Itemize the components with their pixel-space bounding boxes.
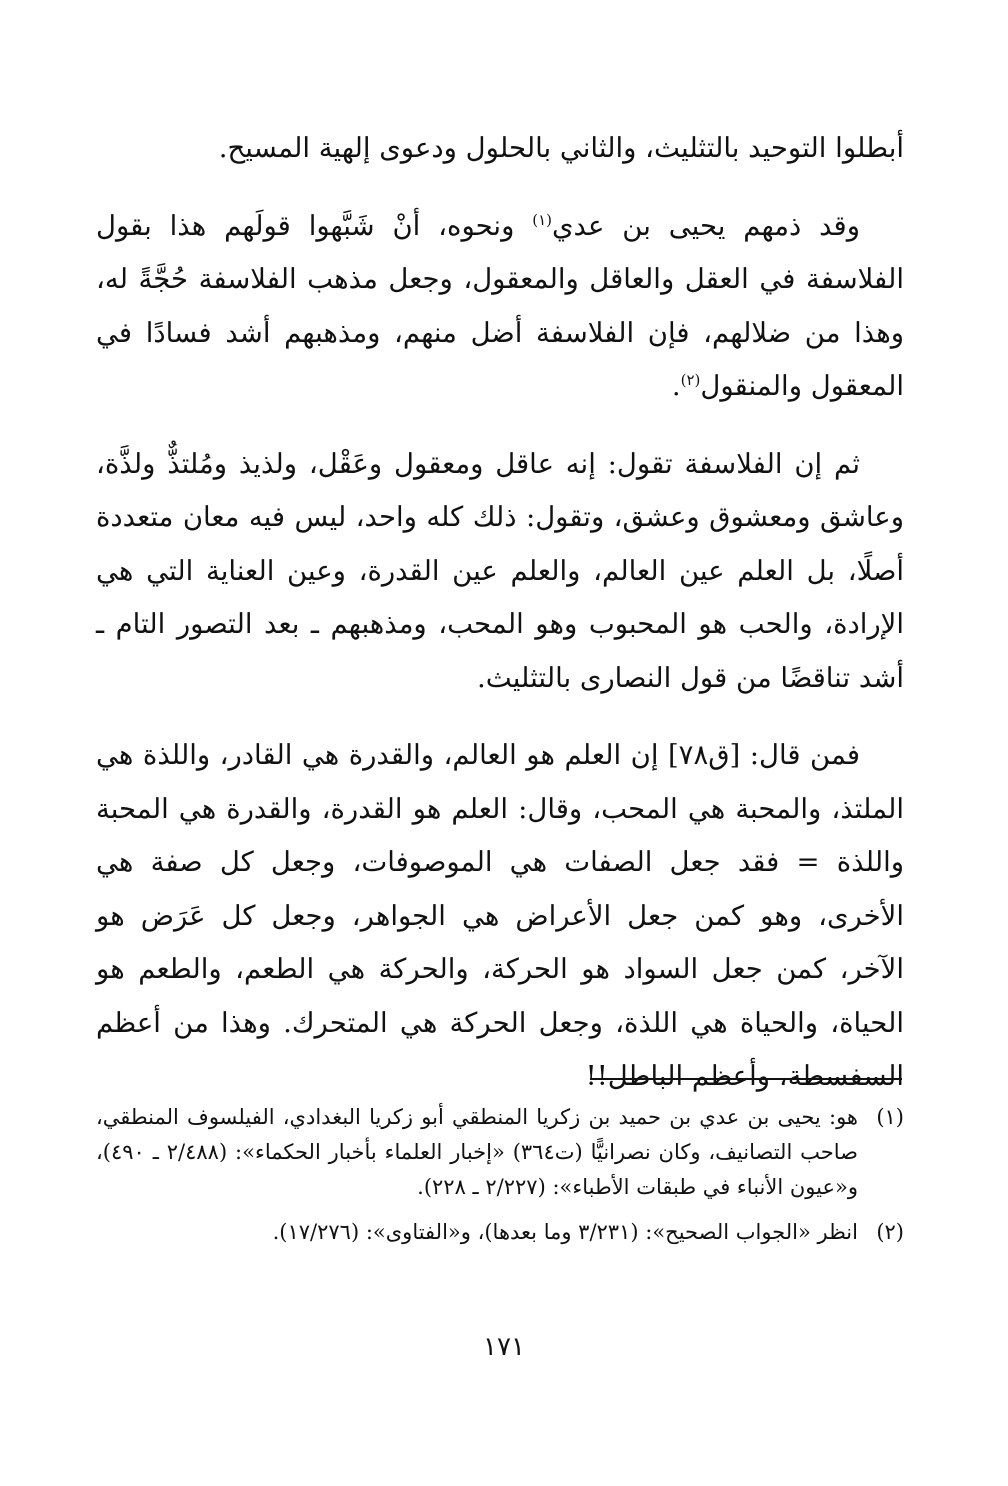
paragraph-2-part-a: وقد ذمهم يحيى بن عدي <box>552 209 860 242</box>
paragraph-2-part-b: ونحوه، أنْ شَبَّهوا قولَهم هذا بقول الفلاسفة في العقل والعاقل والمعقول، وجعل مذهب الفلاسفة حُجَّةً له، وهذا من ضلالهم، فإن الفلاسفة أضل منهم، ومذهبهم أشد فسادًا في المعقول والمنقول <box>96 209 904 402</box>
page-number: ١٧١ <box>483 1332 525 1362</box>
footnote-ref-2[interactable]: (٢) <box>680 370 701 389</box>
footnote-ref-1[interactable]: (١) <box>532 210 553 229</box>
footnotes <box>96 1100 904 1260</box>
paragraph-3: ثم إن الفلاسفة تقول: إنه عاقل ومعقول وعَقْل، ولذيذ ومُلتذٌّ ولذَّة، وعاشق ومعشوق وعشق، وتقول: ذلك كله واحد، ليس فيه معان متعددة أصلًا، بل العلم عين العالم، والعلم عين القدرة، وعين العناية التي هي الإرادة، والحب هو المحبوب وهو المحب، ومذهبهم ـ بعد التصور التام ـ أشد تناقضًا من قول النصارى بالتثليث. <box>96 447 904 694</box>
paragraph-4: فمن قال: [ق٧٨] إن العلم هو العالم، والقدرة هي القادر، واللذة هي الملتذ، والمحبة هي المحب، وقال: العلم هو القدرة، والقدرة هي المحبة واللذة = فقد جعل الصفات هي الموصوفات، وجعل كل صفة هي الأخرى، وهو كمن جعل الأعراض هي الجواهر، وجعل كل عَرَض هو الآخر، كمن جعل السواد هو الحركة، والحركة هي الطعم، والطعم هو الحياة، والحياة هي اللذة، وجعل الحركة هي المتحرك. وهذا من أعظم السفسطة، وأعظم الباطل!! <box>96 739 904 1092</box>
footnote-2-text: انظر «الجواب الصحيح»: (٣/٢٣١ وما بعدها)، و«الفتاوى»: (١٧/٢٧٦). <box>272 1220 858 1244</box>
paragraph-2 <box>96 200 904 414</box>
main-text <box>96 122 904 1104</box>
footnote-2 <box>96 1215 904 1250</box>
footnote-separator <box>590 1078 902 1080</box>
footnote-1 <box>96 1100 904 1205</box>
paragraph-1: أبطلوا التوحيد بالتثليث، والثاني بالحلول ودعوى إلهية المسيح. <box>218 132 904 164</box>
footnote-1-number: (١) <box>876 1105 904 1129</box>
footnote-2-number: (٢) <box>876 1220 904 1244</box>
paragraph-2-part-c: . <box>671 370 681 402</box>
footnote-1-text: هو: يحيى بن عدي بن حميد بن زكريا المنطقي أبو زكريا البغدادي، الفيلسوف المنطقي، صاحب التصانيف، وكان نصرانيًّا (ت٣٦٤) «إخبار العلماء بأخبار الحكماء»: (٢/٤٨٨ ـ ٤٩٠)، و«عيون الأنباء في طبقات الأطباء»: (٢/٢٢٧ ـ ٢٢٨). <box>96 1105 858 1199</box>
